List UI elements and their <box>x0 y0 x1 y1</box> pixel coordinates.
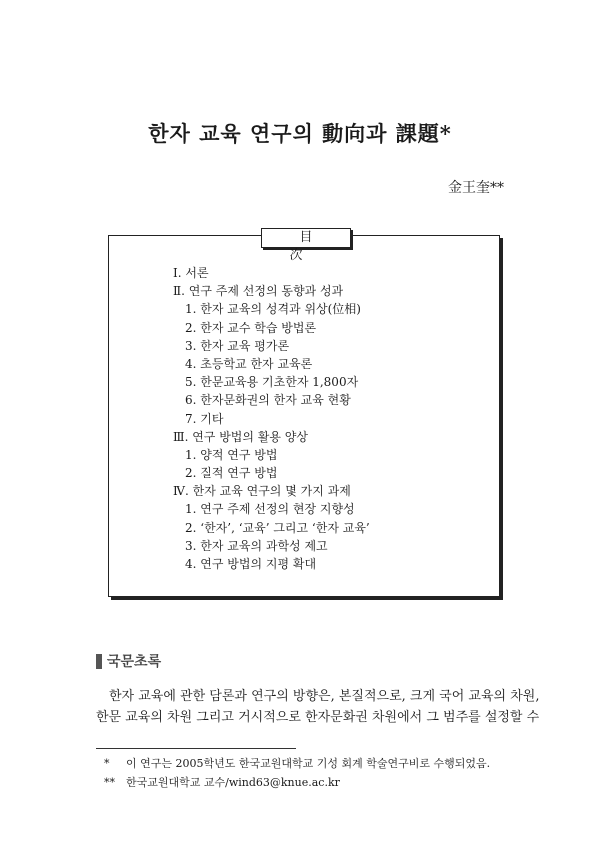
toc-item: 2. 한자 교수 학습 방법론 <box>185 320 317 335</box>
footnotes <box>104 754 490 792</box>
footnote-mark: * <box>104 757 110 770</box>
toc-label: 目 次 <box>261 228 351 248</box>
toc-list <box>173 264 370 573</box>
toc-item: 2. 질적 연구 방법 <box>185 466 278 481</box>
abstract-body <box>96 686 540 728</box>
footnote-divider <box>96 748 296 749</box>
toc-item: Ⅲ. 연구 방법의 활용 양상 <box>173 429 308 444</box>
toc-item: Ⅳ. 한자 교육 연구의 몇 가지 과제 <box>173 484 351 499</box>
toc-item: 7. 기타 <box>185 411 224 426</box>
section-marker-icon <box>96 654 102 669</box>
toc-item: 1. 연구 주제 선정의 현장 지향성 <box>185 502 355 517</box>
toc-item: 1. 한자 교육의 성격과 위상(位相) <box>185 302 361 317</box>
toc-item: 4. 초등학교 한자 교육론 <box>185 356 313 371</box>
abstract-heading <box>96 651 161 671</box>
abstract-line: 한자 교육에 관한 담론과 연구의 방향은, 본질적으로, 크게 국어 교육의 차원, <box>109 689 540 704</box>
toc-item: Ⅰ. 서론 <box>173 266 209 280</box>
toc-item: 5. 한문교육용 기초한자 1,800자 <box>185 375 359 390</box>
toc-item: 4. 연구 방법의 지평 확대 <box>185 557 317 571</box>
toc-item: 2. ‘한자’, ‘교육’ 그리고 ‘한자 교육’ <box>185 520 370 535</box>
table-of-contents <box>108 230 500 597</box>
footnote <box>104 773 490 792</box>
toc-item: 1. 양적 연구 방법 <box>185 447 278 462</box>
toc-item: 6. 한자문화권의 한자 교육 현황 <box>185 393 351 408</box>
toc-item: Ⅱ. 연구 주제 선정의 동향과 성과 <box>173 284 344 299</box>
footnote-text: 이 연구는 2005학년도 한국교원대학교 기성 회계 학술연구비로 수행되었음. <box>126 757 491 770</box>
footnote-mark: ** <box>104 776 115 789</box>
abstract-heading-text: 국문초록 <box>107 654 162 670</box>
toc-item: 3. 한자 교육 평가론 <box>185 338 290 353</box>
paper-title: 한자 교육 연구의 動向과 課題* <box>148 121 452 146</box>
footnote <box>104 754 490 773</box>
toc-item: 3. 한자 교육의 과학성 제고 <box>185 538 328 553</box>
footnote-text: 한국교원대학교 교수/wind63@knue.ac.kr <box>126 776 340 789</box>
author-name: 金王奎** <box>448 180 504 196</box>
abstract-line: 한문 교육의 차원 그리고 거시적으로 한자문화권 차원에서 그 범주를 설정할 수 <box>96 710 540 725</box>
